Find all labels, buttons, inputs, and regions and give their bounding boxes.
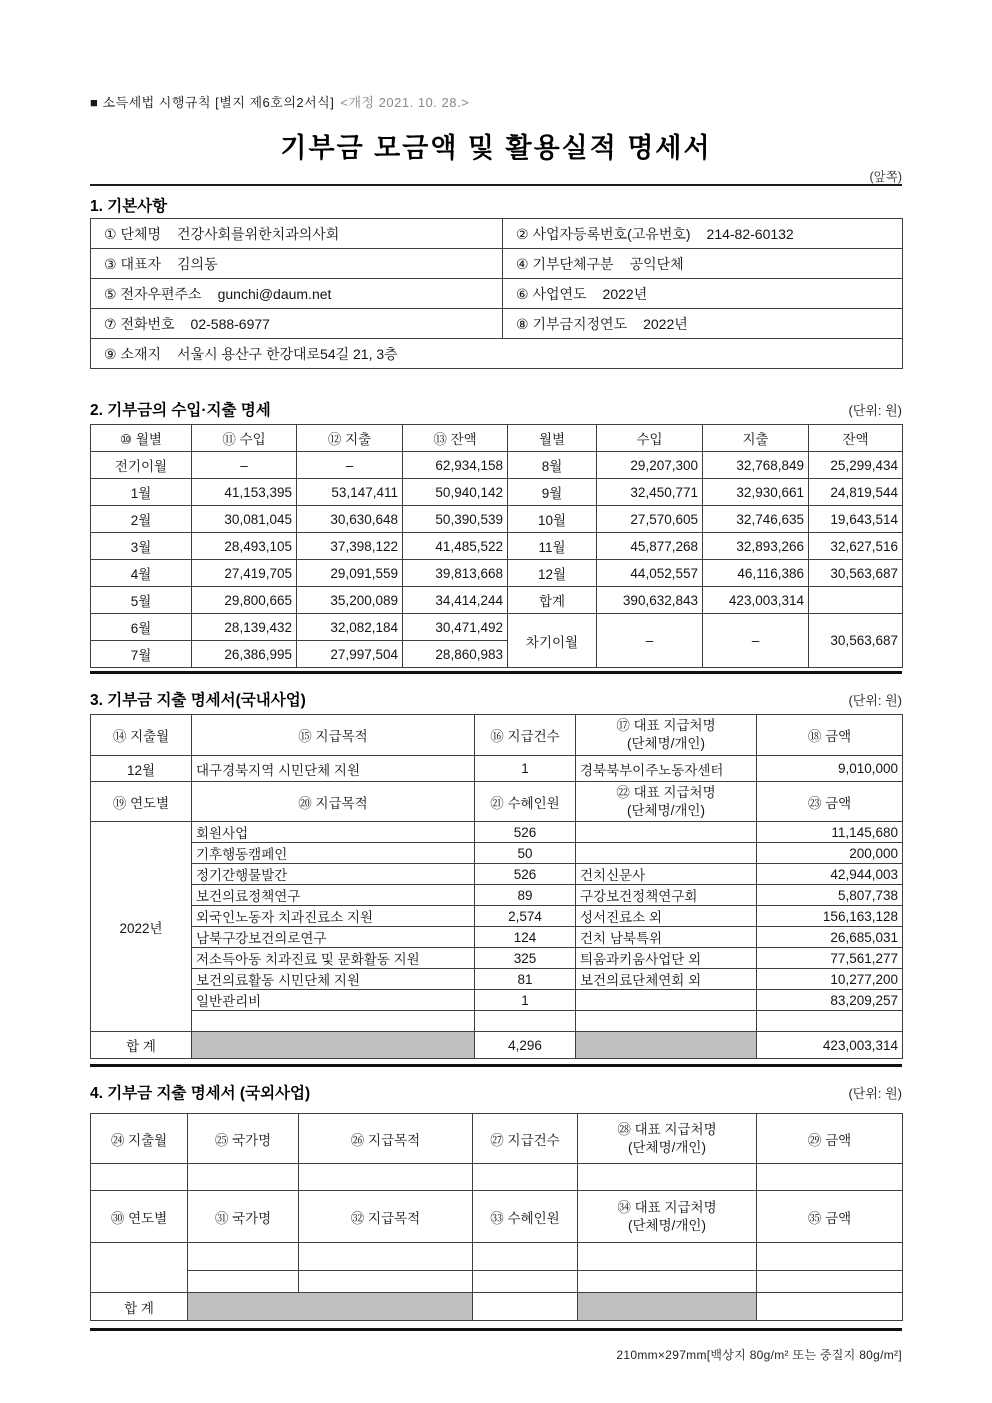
cell-amount: 26,685,031 bbox=[757, 927, 903, 948]
cell-empty bbox=[299, 1271, 473, 1293]
field-value: 2022년 bbox=[643, 315, 688, 332]
field-value: 김의동 bbox=[177, 255, 218, 272]
table-row bbox=[91, 948, 903, 969]
section3-title: 3. 기부금 지출 명세서(국내사업) bbox=[90, 692, 306, 709]
cell-shaded bbox=[576, 1032, 757, 1059]
form-revision-note: <개정 2021. 10. 28.> bbox=[340, 95, 470, 110]
col-header: ㉗ 지급건수 bbox=[473, 1114, 578, 1164]
form-note-text: ■ 소득세법 시행규칙 [별지 제6호의2서식] bbox=[90, 95, 335, 110]
cell-income: 32,450,771 bbox=[597, 479, 703, 506]
cell-income: 29,207,300 bbox=[597, 452, 703, 479]
cell-balance: 62,934,158 bbox=[403, 452, 508, 479]
section2-heading bbox=[90, 398, 902, 420]
header-row bbox=[91, 1114, 903, 1164]
table-row bbox=[91, 864, 903, 885]
cell-balance: 19,643,514 bbox=[809, 506, 903, 533]
page-title: 기부금 모금액 및 활용실적 명세서 bbox=[280, 133, 712, 163]
unit-note: (단위: 원) bbox=[848, 1086, 902, 1101]
empty-row bbox=[91, 1271, 903, 1293]
table-row bbox=[91, 279, 903, 309]
side-label: (앞쪽) bbox=[869, 170, 902, 184]
field-value: 서울시 용산구 한강대로54길 21, 3층 bbox=[177, 345, 398, 362]
cell-count: 1 bbox=[475, 756, 576, 782]
col-header-line1: ⑰ 대표 지급처명 bbox=[616, 718, 716, 734]
cell-month: 8월 bbox=[508, 452, 597, 479]
col-header: ㉟ 금액 bbox=[757, 1191, 903, 1243]
cell-purpose: 보건의료활동 시민단체 지원 bbox=[192, 969, 475, 990]
col-header: ㉓ 금액 bbox=[757, 782, 903, 822]
cell-month: 6월 bbox=[91, 614, 192, 641]
cell-empty bbox=[578, 1164, 757, 1191]
table-row bbox=[91, 339, 903, 369]
cell-income: – bbox=[192, 452, 297, 479]
monthly-income-expense-table bbox=[90, 424, 903, 668]
field-value: 공익단체 bbox=[629, 255, 684, 272]
field-label: ⑥ 사업연도 bbox=[516, 285, 587, 302]
field-org-type bbox=[503, 249, 903, 279]
cell-empty bbox=[188, 1271, 299, 1293]
field-label: ④ 기부단체구분 bbox=[516, 255, 614, 272]
col-header-line1: ㉘ 대표 지급처명 bbox=[617, 1121, 717, 1137]
cell-beneficiaries: 81 bbox=[475, 969, 576, 990]
col-header bbox=[576, 715, 757, 756]
cell-beneficiaries: 325 bbox=[475, 948, 576, 969]
cell-expense: 35,200,089 bbox=[297, 587, 403, 614]
cell-empty bbox=[299, 1164, 473, 1191]
cell-amount: 156,163,128 bbox=[757, 906, 903, 927]
section4-heading bbox=[90, 1081, 902, 1103]
col-header: ⑮ 지급목적 bbox=[192, 715, 475, 756]
cell-balance: 50,940,142 bbox=[403, 479, 508, 506]
cell-carryover-expense: – bbox=[703, 614, 809, 668]
cell-year: 2022년 bbox=[91, 822, 192, 1032]
cell-payee bbox=[576, 843, 757, 864]
cell-month: 1월 bbox=[91, 479, 192, 506]
cell-empty bbox=[473, 1164, 578, 1191]
col-header: 월별 bbox=[508, 425, 597, 452]
field-label: ⑦ 전화번호 bbox=[104, 315, 175, 332]
footer-note: 210mm×297mm[백상지 80g/m² 또는 중질지 80g/m²] bbox=[616, 1348, 902, 1362]
field-value: 214-82-60132 bbox=[706, 225, 794, 242]
cell-empty bbox=[757, 1164, 903, 1191]
cell-beneficiaries: 124 bbox=[475, 927, 576, 948]
empty-row bbox=[91, 1243, 903, 1271]
col-header: ⑯ 지급건수 bbox=[475, 715, 576, 756]
cell-purpose: 일반관리비 bbox=[192, 990, 475, 1011]
cell-expense: 32,082,184 bbox=[297, 614, 403, 641]
field-value: 2022년 bbox=[602, 285, 648, 302]
cell-balance: 41,485,522 bbox=[403, 533, 508, 560]
cell-month: 11월 bbox=[508, 533, 597, 560]
cell-empty bbox=[473, 1243, 578, 1271]
cell-payee: 틔움과키움사업단 외 bbox=[576, 948, 757, 969]
cell-balance: 30,563,687 bbox=[809, 560, 903, 587]
domestic-expense-table bbox=[90, 714, 903, 1059]
col-header: ⑫ 지출 bbox=[297, 425, 403, 452]
cell-empty bbox=[578, 1243, 757, 1271]
cell-income: 26,386,995 bbox=[192, 641, 297, 668]
cell-amount: 42,944,003 bbox=[757, 864, 903, 885]
field-org-name bbox=[91, 219, 503, 249]
cell-empty bbox=[192, 1011, 475, 1032]
cell-balance: 24,819,544 bbox=[809, 479, 903, 506]
section-divider bbox=[90, 671, 902, 674]
cell-month: 4월 bbox=[91, 560, 192, 587]
table-row bbox=[91, 219, 903, 249]
col-header-line2: (단체명/개인) bbox=[628, 1217, 706, 1233]
empty-row bbox=[91, 1011, 903, 1032]
table-row bbox=[91, 822, 903, 843]
cell-empty bbox=[299, 1243, 473, 1271]
cell-total-beneficiaries: 4,296 bbox=[475, 1032, 576, 1059]
field-email bbox=[91, 279, 503, 309]
section2-title: 2. 기부금의 수입·지출 명세 bbox=[90, 402, 271, 419]
cell-expense: 29,091,559 bbox=[297, 560, 403, 587]
cell-income: 29,800,665 bbox=[192, 587, 297, 614]
col-header: ⑭ 지출월 bbox=[91, 715, 192, 756]
header-row bbox=[91, 782, 903, 822]
cell-empty bbox=[188, 1164, 299, 1191]
col-header: 잔액 bbox=[809, 425, 903, 452]
col-header: ㉙ 금액 bbox=[757, 1114, 903, 1164]
cell-carryover-income: – bbox=[597, 614, 703, 668]
section3-heading bbox=[90, 688, 902, 710]
field-value: gunchi@daum.net bbox=[217, 285, 332, 302]
cell-total-amount: 423,003,314 bbox=[757, 1032, 903, 1059]
table-row bbox=[91, 969, 903, 990]
section1-heading bbox=[90, 194, 902, 216]
cell-payee: 건치신문사 bbox=[576, 864, 757, 885]
cell-total-expense: 423,003,314 bbox=[703, 587, 809, 614]
cell-total-label: 합 계 bbox=[91, 1032, 192, 1059]
cell-expense: 27,997,504 bbox=[297, 641, 403, 668]
header-divider bbox=[90, 184, 902, 186]
field-label: ⑤ 전자우편주소 bbox=[104, 285, 202, 302]
table-row bbox=[91, 506, 903, 533]
table-row bbox=[91, 587, 903, 614]
cell-income: 27,419,705 bbox=[192, 560, 297, 587]
cell-purpose: 회원사업 bbox=[192, 822, 475, 843]
cell-beneficiaries: 50 bbox=[475, 843, 576, 864]
cell-purpose: 보건의료정책연구 bbox=[192, 885, 475, 906]
field-value: 02-588-6977 bbox=[190, 315, 270, 332]
field-label: ① 단체명 bbox=[104, 225, 162, 242]
cell-expense: 53,147,411 bbox=[297, 479, 403, 506]
total-row bbox=[91, 1032, 903, 1059]
bottom-divider bbox=[90, 1328, 902, 1331]
col-header: ⑬ 잔액 bbox=[403, 425, 508, 452]
cell-purpose: 대구경북지역 시민단체 지원 bbox=[192, 756, 475, 782]
col-header: ㉑ 수혜인원 bbox=[475, 782, 576, 822]
field-label: ③ 대표자 bbox=[104, 255, 162, 272]
cell-payee bbox=[576, 990, 757, 1011]
cell-amount: 83,209,257 bbox=[757, 990, 903, 1011]
cell-beneficiaries: 89 bbox=[475, 885, 576, 906]
field-label: ⑧ 기부금지정연도 bbox=[516, 315, 628, 332]
col-header: ⑱ 금액 bbox=[757, 715, 903, 756]
cell-total-label: 합 계 bbox=[91, 1293, 188, 1321]
cell-purpose: 정기간행물발간 bbox=[192, 864, 475, 885]
field-representative bbox=[91, 249, 503, 279]
cell-expense: 32,746,635 bbox=[703, 506, 809, 533]
cell-month: 3월 bbox=[91, 533, 192, 560]
field-designation-year bbox=[503, 309, 903, 339]
cell-amount: 200,000 bbox=[757, 843, 903, 864]
total-row bbox=[91, 1293, 903, 1321]
table-row bbox=[91, 533, 903, 560]
col-header: ㉚ 연도별 bbox=[91, 1191, 188, 1243]
cell-expense: 32,893,266 bbox=[703, 533, 809, 560]
cell-empty bbox=[473, 1293, 578, 1321]
cell-amount: 9,010,000 bbox=[757, 756, 903, 782]
table-row bbox=[91, 560, 903, 587]
table-row bbox=[91, 756, 903, 782]
cell-month: 2월 bbox=[91, 506, 192, 533]
cell-empty bbox=[757, 1011, 903, 1032]
cell-shaded bbox=[192, 1032, 475, 1059]
table-row bbox=[91, 906, 903, 927]
field-label: ② 사업자등록번호(고유번호) bbox=[516, 225, 691, 242]
cell-purpose: 저소득아동 치과진료 및 문화활동 지원 bbox=[192, 948, 475, 969]
header-row bbox=[91, 425, 903, 452]
cell-empty bbox=[91, 1164, 188, 1191]
cell-empty bbox=[757, 1271, 903, 1293]
cell-beneficiaries: 1 bbox=[475, 990, 576, 1011]
col-header: ㉖ 지급목적 bbox=[299, 1114, 473, 1164]
table-row bbox=[91, 249, 903, 279]
field-business-year bbox=[503, 279, 903, 309]
cell-purpose: 남북구강보건의로연구 bbox=[192, 927, 475, 948]
section-divider bbox=[90, 1064, 902, 1067]
table-row bbox=[91, 309, 903, 339]
cell-carryover-balance: 30,563,687 bbox=[809, 614, 903, 668]
cell-month: 7월 bbox=[91, 641, 192, 668]
cell-purpose: 기후행동캠페인 bbox=[192, 843, 475, 864]
cell-payee: 건치 남북특위 bbox=[576, 927, 757, 948]
cell-balance: 28,860,983 bbox=[403, 641, 508, 668]
field-value: 건강사회를위한치과의사회 bbox=[177, 225, 340, 242]
basic-info-table bbox=[90, 218, 903, 369]
col-header bbox=[576, 782, 757, 822]
cell-empty bbox=[576, 1011, 757, 1032]
cell-expense: 32,930,661 bbox=[703, 479, 809, 506]
cell-expense: 32,768,849 bbox=[703, 452, 809, 479]
cell-payee: 성서진료소 외 bbox=[576, 906, 757, 927]
cell-expense: 30,630,648 bbox=[297, 506, 403, 533]
col-header: ㉝ 수혜인원 bbox=[473, 1191, 578, 1243]
section1-title: 1. 기본사항 bbox=[90, 198, 168, 215]
cell-total-income: 390,632,843 bbox=[597, 587, 703, 614]
cell-empty bbox=[757, 1243, 903, 1271]
table-row bbox=[91, 927, 903, 948]
cell-purpose: 외국인노동자 치과진료소 지원 bbox=[192, 906, 475, 927]
col-header: 수입 bbox=[597, 425, 703, 452]
cell-balance: 34,414,244 bbox=[403, 587, 508, 614]
header-row bbox=[91, 1191, 903, 1243]
cell-amount: 77,561,277 bbox=[757, 948, 903, 969]
cell-balance: 50,390,539 bbox=[403, 506, 508, 533]
table-row bbox=[91, 452, 903, 479]
cell-expense: – bbox=[297, 452, 403, 479]
cell-income: 28,493,105 bbox=[192, 533, 297, 560]
cell-beneficiaries: 526 bbox=[475, 864, 576, 885]
table-row bbox=[91, 885, 903, 906]
cell-empty bbox=[473, 1271, 578, 1293]
cell-amount: 10,277,200 bbox=[757, 969, 903, 990]
cell-expense: 37,398,122 bbox=[297, 533, 403, 560]
cell-balance: 32,627,516 bbox=[809, 533, 903, 560]
cell-month: 12월 bbox=[508, 560, 597, 587]
empty-row bbox=[91, 1164, 903, 1191]
col-header: ㉔ 지출월 bbox=[91, 1114, 188, 1164]
field-phone bbox=[91, 309, 503, 339]
field-label: ⑨ 소재지 bbox=[104, 345, 162, 362]
table-row bbox=[91, 479, 903, 506]
cell-income: 27,570,605 bbox=[597, 506, 703, 533]
col-header: ㉜ 지급목적 bbox=[299, 1191, 473, 1243]
cell-expense: 46,116,386 bbox=[703, 560, 809, 587]
field-address bbox=[91, 339, 903, 369]
cell-empty bbox=[757, 1293, 903, 1321]
cell-empty bbox=[578, 1271, 757, 1293]
cell-payee: 경북북부이주노동자센터 bbox=[576, 756, 757, 782]
cell-amount: 5,807,738 bbox=[757, 885, 903, 906]
cell-balance: 30,471,492 bbox=[403, 614, 508, 641]
cell-carryover-label: 차기이월 bbox=[508, 614, 597, 668]
table-row bbox=[91, 990, 903, 1011]
cell-payee bbox=[576, 822, 757, 843]
cell-income: 41,153,395 bbox=[192, 479, 297, 506]
unit-note: (단위: 원) bbox=[848, 693, 902, 708]
table-row bbox=[91, 614, 903, 641]
cell-month: 전기이월 bbox=[91, 452, 192, 479]
cell-empty bbox=[91, 1243, 188, 1293]
col-header: ⑲ 연도별 bbox=[91, 782, 192, 822]
col-header: ⑪ 수입 bbox=[192, 425, 297, 452]
col-header: ⑩ 월별 bbox=[91, 425, 192, 452]
cell-income: 45,877,268 bbox=[597, 533, 703, 560]
col-header: ⑳ 지급목적 bbox=[192, 782, 475, 822]
cell-shaded bbox=[578, 1293, 757, 1321]
cell-shaded bbox=[188, 1293, 473, 1321]
col-header-line1: ㉞ 대표 지급처명 bbox=[617, 1199, 717, 1215]
header-row bbox=[91, 715, 903, 756]
cell-amount: 11,145,680 bbox=[757, 822, 903, 843]
unit-note: (단위: 원) bbox=[848, 403, 902, 418]
overseas-expense-table bbox=[90, 1113, 903, 1321]
col-header: ㉕ 국가명 bbox=[188, 1114, 299, 1164]
col-header bbox=[578, 1114, 757, 1164]
cell-beneficiaries: 2,574 bbox=[475, 906, 576, 927]
cell-month: 5월 bbox=[91, 587, 192, 614]
cell-balance: 39,813,668 bbox=[403, 560, 508, 587]
cell-payee: 구강보건정책연구회 bbox=[576, 885, 757, 906]
cell-income: 44,052,557 bbox=[597, 560, 703, 587]
cell-empty bbox=[475, 1011, 576, 1032]
form-note bbox=[90, 92, 469, 111]
section4-title: 4. 기부금 지출 명세서 (국외사업) bbox=[90, 1085, 311, 1102]
cell-empty bbox=[809, 587, 903, 614]
cell-total-label: 합계 bbox=[508, 587, 597, 614]
field-biz-reg-no bbox=[503, 219, 903, 249]
cell-month: 10월 bbox=[508, 506, 597, 533]
col-header: ㉛ 국가명 bbox=[188, 1191, 299, 1243]
col-header-line1: ㉒ 대표 지급처명 bbox=[616, 784, 716, 800]
cell-month: 9월 bbox=[508, 479, 597, 506]
col-header bbox=[578, 1191, 757, 1243]
col-header: 지출 bbox=[703, 425, 809, 452]
cell-balance: 25,299,434 bbox=[809, 452, 903, 479]
cell-expense-month: 12월 bbox=[91, 756, 192, 782]
cell-beneficiaries: 526 bbox=[475, 822, 576, 843]
table-row bbox=[91, 843, 903, 864]
cell-payee: 보건의료단체연회 외 bbox=[576, 969, 757, 990]
cell-income: 28,139,432 bbox=[192, 614, 297, 641]
col-header-line2: (단체명/개인) bbox=[627, 736, 705, 751]
col-header-line2: (단체명/개인) bbox=[628, 1139, 706, 1155]
col-header-line2: (단체명/개인) bbox=[627, 802, 705, 818]
cell-income: 30,081,045 bbox=[192, 506, 297, 533]
cell-empty bbox=[188, 1243, 299, 1271]
